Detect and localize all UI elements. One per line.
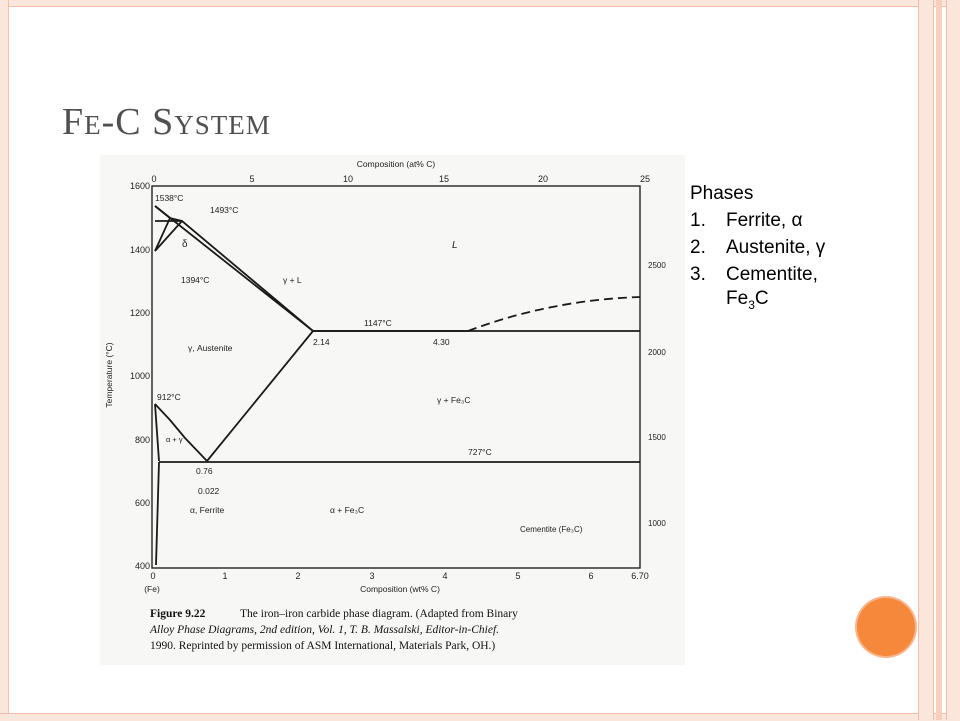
decorative-orange-dot: [857, 598, 915, 656]
phase-diagram-svg: [100, 155, 685, 665]
y-axis-label: Temperature (°C): [104, 342, 114, 408]
bottom-axis-label: Composition (wt% C): [360, 584, 440, 594]
caption-line-2: Alloy Phase Diagrams, 2nd edition, Vol. 1, T. B. Massalski, Editor-in-Chief.: [150, 624, 500, 636]
label-alpha-gamma: α + γ: [166, 435, 183, 444]
label-cementite: Cementite (Fe₃C): [520, 525, 583, 534]
phase-number: 3.: [690, 264, 706, 285]
bottom-tick: 6: [588, 571, 594, 581]
y-tick: 1400: [129, 245, 150, 255]
bottom-tick: 2: [295, 571, 301, 581]
caption-line-3: 1990. Reprinted by permission of ASM International, Materials Park, OH.): [150, 640, 496, 652]
slide-frame-right-stripe: [936, 0, 942, 720]
fe-label: (Fe): [144, 584, 160, 594]
phase-item: [690, 236, 900, 260]
slide-frame-right: [918, 0, 934, 720]
y-tick: 400: [134, 561, 150, 571]
phase-name: Cementite,: [726, 264, 818, 285]
caption-figure-number: Figure 9.22: [150, 608, 206, 620]
a3-line: [155, 404, 207, 461]
bottom-ticks: [150, 571, 648, 581]
solidus-delta: [155, 206, 170, 218]
right-tick: 1000: [648, 519, 666, 528]
phases-heading: Phases: [690, 183, 754, 204]
right-tick: 1500: [648, 433, 666, 442]
phase-number: 2.: [690, 237, 706, 258]
phase-formula-tail: C: [754, 288, 769, 309]
label-delta: δ: [182, 239, 188, 250]
label-727: 727°C: [468, 447, 492, 457]
liquidus-left: [155, 206, 468, 331]
y-tick: 1200: [129, 308, 150, 318]
right-tick: 2500: [648, 261, 666, 270]
slide-frame-right-outer: [946, 0, 960, 720]
top-tick: 25: [639, 174, 651, 184]
y-tick: 1000: [129, 371, 150, 381]
liquidus-right-dashed: [468, 297, 640, 331]
label-0-022: 0.022: [198, 486, 220, 496]
bottom-tick: 3: [369, 571, 375, 581]
label-1147: 1147°C: [364, 318, 392, 328]
label-austenite: γ, Austenite: [188, 343, 233, 353]
bottom-tick: 1: [222, 571, 228, 581]
label-ferrite: α, Ferrite: [190, 505, 225, 515]
top-tick: 15: [438, 174, 450, 184]
y-tick: 600: [134, 498, 150, 508]
figure-caption: [149, 608, 518, 652]
slide-frame-left: [0, 0, 9, 720]
label-912: 912°C: [157, 392, 181, 402]
phase-boundaries: [155, 206, 640, 565]
diagram-labels: [155, 193, 583, 534]
label-alpha-fe3c: α + Fe₃C: [330, 505, 365, 515]
top-axis-label: Composition (at% C): [356, 159, 436, 169]
y-tick: 800: [134, 435, 150, 445]
y-tick: 1600: [129, 181, 150, 191]
phase-formula: Fe: [726, 288, 749, 309]
caption-line-1: The iron–iron carbide phase diagram. (Adapted from Binary: [240, 608, 518, 620]
label-4-30: 4.30: [433, 337, 450, 347]
label-2-14: 2.14: [313, 337, 330, 347]
slide-frame-top: [0, 0, 960, 7]
alpha-gamma-line: [155, 404, 159, 461]
label-1538: 1538°C: [155, 193, 184, 203]
phase-diagram-figure: [100, 155, 685, 665]
phase-name: Ferrite, α: [726, 210, 803, 231]
plot-frame: [152, 186, 640, 568]
bottom-tick: 4: [442, 571, 448, 581]
label-gamma-fe3c: γ + Fe₃C: [437, 395, 471, 405]
top-tick: 0: [151, 174, 157, 184]
phases-list: [690, 182, 900, 320]
ferrite-solvus: [156, 462, 159, 565]
right-tick: 2000: [648, 348, 666, 357]
right-ticks: [648, 261, 666, 528]
bottom-tick: 0: [150, 571, 156, 581]
phase-item: [690, 263, 900, 317]
top-tick: 5: [249, 174, 255, 184]
phase-name-block: [726, 263, 818, 317]
phase-formula-subscript: 3: [748, 297, 755, 312]
phase-item: [690, 209, 900, 233]
label-0-76: 0.76: [196, 466, 213, 476]
y-ticks: [130, 181, 150, 571]
top-ticks: [151, 174, 650, 184]
phase-name: Austenite, γ: [726, 237, 826, 258]
label-1493: 1493°C: [210, 205, 239, 215]
phase-number: 1.: [690, 210, 706, 231]
slide-title: Fe-C System: [62, 101, 271, 143]
top-tick: 10: [342, 174, 354, 184]
label-1394: 1394°C: [181, 275, 210, 285]
top-tick: 20: [537, 174, 549, 184]
label-gamma-liquid: γ + L: [283, 275, 302, 285]
bottom-tick: 6.70: [631, 571, 649, 581]
bottom-tick: 5: [515, 571, 521, 581]
label-liquid: L: [452, 240, 458, 251]
